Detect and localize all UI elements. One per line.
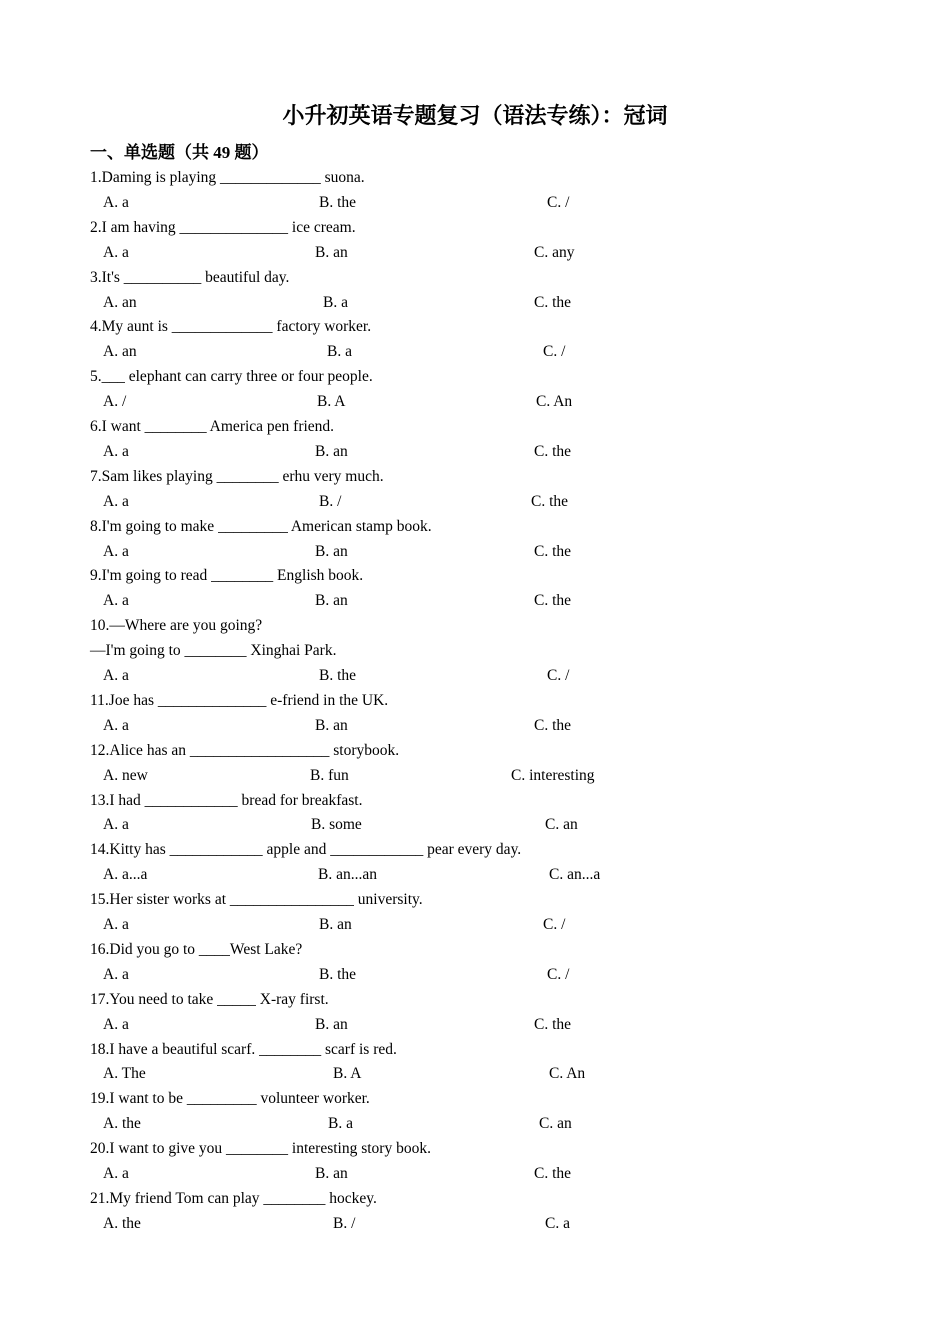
question-text: 9.I'm going to read ________ English book. bbox=[90, 567, 364, 585]
answer-option: B. the bbox=[319, 193, 357, 211]
answer-option: C. the bbox=[534, 442, 572, 460]
answer-option: B. the bbox=[319, 667, 357, 684]
answer-option: C. the bbox=[534, 1015, 572, 1033]
answer-option: B. the bbox=[319, 965, 357, 983]
answer-option: A. the bbox=[103, 1115, 141, 1133]
answer-option: B. some bbox=[311, 816, 362, 834]
answer-option: C. an...a bbox=[549, 866, 601, 884]
answer-option: C. the bbox=[534, 542, 572, 560]
answer-option: B. an bbox=[315, 1165, 348, 1182]
answer-option: C. an bbox=[545, 816, 578, 834]
question-text: 17.You need to take _____ X-ray first. bbox=[90, 990, 329, 1008]
question-text: 18.I have a beautiful scarf. ________ scarf is red. bbox=[90, 1040, 397, 1058]
question-text: 2.I am having ______________ ice cream. bbox=[90, 218, 356, 236]
answer-option: B. a bbox=[323, 293, 348, 311]
answer-option: C. the bbox=[534, 293, 572, 311]
answer-option: B. an bbox=[315, 442, 348, 460]
answer-option: C. / bbox=[547, 193, 570, 211]
question-text: 19.I want to be _________ volunteer worker. bbox=[90, 1090, 370, 1108]
section-heading: 一、单选题（共 49 题） bbox=[90, 143, 269, 162]
answer-option: C. / bbox=[547, 667, 570, 684]
answer-option: B. an bbox=[315, 1015, 348, 1033]
answer-option: A. a bbox=[103, 442, 129, 460]
answer-option: B. / bbox=[333, 1214, 356, 1232]
question-text: 1.Daming is playing _____________ suona. bbox=[90, 169, 365, 186]
answer-option: A. a bbox=[103, 916, 129, 933]
question-text: 16.Did you go to ____West Lake? bbox=[90, 940, 303, 958]
question-text: 14.Kitty has ____________ apple and ____________ pear every day. bbox=[90, 841, 522, 859]
answer-option: B. A bbox=[333, 1065, 362, 1083]
answer-option: B. an...an bbox=[318, 866, 377, 884]
answer-option: B. an bbox=[315, 716, 348, 734]
answer-option: A. a bbox=[103, 1015, 129, 1033]
answer-option: A. an bbox=[103, 293, 137, 311]
answer-option: C. the bbox=[534, 592, 572, 610]
answer-option: A. a bbox=[103, 716, 129, 734]
answer-option: B. an bbox=[319, 916, 352, 933]
answer-option: C. any bbox=[534, 243, 575, 261]
answer-option: A. a bbox=[103, 816, 129, 834]
answer-option: A. an bbox=[103, 343, 137, 361]
answer-option: A. a bbox=[103, 592, 129, 610]
page-title: 小升初英语专题复习（语法专练）：冠词 bbox=[282, 103, 668, 128]
answer-option: B. A bbox=[317, 393, 346, 411]
answer-option: C. a bbox=[545, 1214, 570, 1232]
answer-option: C. An bbox=[536, 393, 573, 411]
answer-option: A. a bbox=[103, 667, 129, 684]
answer-option: A. the bbox=[103, 1214, 141, 1232]
answer-option: A. a bbox=[103, 1165, 129, 1182]
answer-option: A. a...a bbox=[103, 866, 148, 884]
answer-option: B. an bbox=[315, 243, 348, 261]
answer-option: C. interesting bbox=[511, 766, 595, 784]
question-text: 21.My friend Tom can play ________ hockey. bbox=[90, 1189, 377, 1207]
answer-option: A. a bbox=[103, 965, 129, 983]
answer-option: B. a bbox=[328, 1115, 353, 1133]
question-text: 4.My aunt is _____________ factory worker. bbox=[90, 318, 372, 336]
answer-option: C. an bbox=[539, 1115, 572, 1133]
answer-option: A. a bbox=[103, 492, 129, 510]
answer-option: C. / bbox=[543, 343, 566, 361]
answer-option: B. / bbox=[319, 492, 342, 510]
answer-option: C. the bbox=[531, 492, 569, 510]
question-text: 8.I'm going to make _________ American stamp book. bbox=[90, 517, 432, 535]
answer-option: A. a bbox=[103, 193, 129, 211]
question-text: 10.—Where are you going? bbox=[90, 617, 263, 635]
question-text: 3.It's __________ beautiful day. bbox=[90, 268, 290, 286]
question-text: 15.Her sister works at ________________ university. bbox=[90, 891, 423, 909]
question-text: 11.Joe has ______________ e-friend in the UK. bbox=[90, 691, 389, 709]
answer-option: C. the bbox=[534, 1165, 572, 1182]
answer-option: A. / bbox=[103, 393, 127, 411]
question-text: 12.Alice has an __________________ storybook. bbox=[90, 741, 400, 759]
answer-option: A. The bbox=[103, 1065, 146, 1083]
answer-option: B. a bbox=[327, 343, 352, 361]
question-text: 20.I want to give you ________ interesting story book. bbox=[90, 1140, 431, 1158]
answer-option: C. / bbox=[547, 965, 570, 983]
answer-option: B. fun bbox=[310, 766, 349, 784]
answer-option: A. new bbox=[103, 766, 148, 784]
question-text: 7.Sam likes playing ________ erhu very much. bbox=[90, 467, 384, 485]
answer-option: A. a bbox=[103, 243, 129, 261]
answer-option: C. An bbox=[549, 1065, 586, 1083]
question-text: 13.I had ____________ bread for breakfast. bbox=[90, 791, 363, 809]
answer-option: A. a bbox=[103, 542, 129, 560]
question-text: 6.I want ________ America pen friend. bbox=[90, 418, 335, 435]
answer-option: C. / bbox=[543, 916, 566, 933]
question-text: 5.___ elephant can carry three or four people. bbox=[90, 368, 373, 386]
answer-option: C. the bbox=[534, 716, 572, 734]
answer-option: B. an bbox=[315, 592, 348, 610]
question-text: —I'm going to ________ Xinghai Park. bbox=[90, 642, 337, 660]
answer-option: B. an bbox=[315, 542, 348, 560]
